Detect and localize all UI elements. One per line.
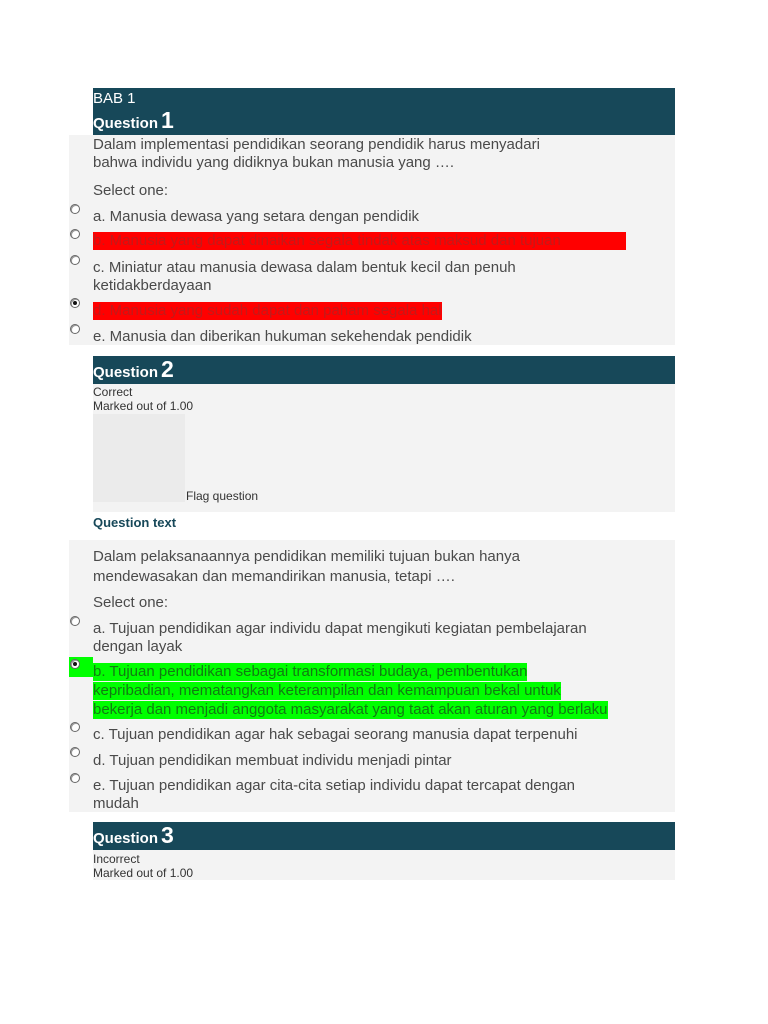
question-2-select-one: Select one: xyxy=(93,594,169,611)
q2-option-a-text-line-2[interactable]: dengan layak xyxy=(93,638,183,655)
q2-option-a-text-line-1[interactable]: a. Tujuan pendidikan agar individu dapat mengikuti kegiatan pembelajaran xyxy=(93,620,587,637)
question-2-text-line-1: Dalam pelaksanaannya pendidikan memiliki tujuan bukan hanya xyxy=(93,548,520,565)
flag-question-link[interactable]: Flag question xyxy=(186,489,259,503)
q2-option-e-text-line-2[interactable]: mudah xyxy=(93,795,139,812)
question-1-text-line-1: Dalam implementasi pendidikan seorang pendidik harus menyadari xyxy=(93,136,540,153)
question-1-number: 1 xyxy=(161,107,174,133)
question-2-header xyxy=(93,356,675,384)
q2-option-c-text[interactable]: c. Tujuan pendidikan agar hak sebagai seorang manusia dapat terpenuhi xyxy=(93,726,578,743)
q2-option-a-radio[interactable] xyxy=(70,616,80,626)
question-2-title: Question 2 xyxy=(93,356,174,382)
q2-option-b-radio[interactable] xyxy=(70,659,80,669)
flag-icon-area[interactable] xyxy=(93,414,185,502)
q2-option-d-radio[interactable] xyxy=(70,747,80,757)
question-3-marked: Marked out of 1.00 xyxy=(93,866,194,880)
question-3-status: Incorrect xyxy=(93,852,140,866)
question-1-title: Question 1 xyxy=(93,107,174,133)
question-2-marked: Marked out of 1.00 xyxy=(93,399,194,413)
q1-option-d-text[interactable]: d. Manusia yang sudah dapat dan paham segala hal xyxy=(93,302,442,319)
section-title: BAB 1 xyxy=(93,90,136,107)
q1-option-e-radio[interactable] xyxy=(70,324,80,334)
question-3-number: 3 xyxy=(161,822,174,848)
q1-option-b-radio[interactable] xyxy=(70,229,80,239)
q1-option-c-radio[interactable] xyxy=(70,255,80,265)
question-3-header xyxy=(93,822,675,850)
question-2-status: Correct xyxy=(93,385,133,399)
question-2-number: 2 xyxy=(161,356,174,382)
q2-option-b-text-line-2[interactable]: kepribadian, mematangkan keterampilan dan kemampuan bekal untuk xyxy=(93,682,561,699)
q1-option-c-text-line-1[interactable]: c. Miniatur atau manusia dewasa dalam bentuk kecil dan penuh xyxy=(93,259,516,276)
q2-option-d-text[interactable]: d. Tujuan pendidikan membuat individu menjadi pintar xyxy=(93,752,452,769)
q2-option-e-radio[interactable] xyxy=(70,773,80,783)
q1-option-b-text[interactable]: b. Manusia yang dapat dinaikan segala tindak atas maksud dan tujuan xyxy=(93,232,626,250)
question-3-title: Question 3 xyxy=(93,822,174,848)
q2-option-c-radio[interactable] xyxy=(70,722,80,732)
q1-option-c-text-line-2[interactable]: ketidakberdayaan xyxy=(93,277,212,294)
question-1-text-line-2: bahwa individu yang didiknya bukan manusia yang …. xyxy=(93,154,455,171)
q2-option-e-text-line-1[interactable]: e. Tujuan pendidikan agar cita-cita setiap individu dapat tercapat dengan xyxy=(93,777,575,794)
question-1-header xyxy=(93,88,675,135)
question-2-text-line-2: mendewasakan dan memandirikan manusia, tetapi …. xyxy=(93,568,455,585)
question-text-label: Question text xyxy=(93,515,177,530)
q2-option-b-text-line-3[interactable]: bekerja dan menjadi anggota masyarakat yang taat akan aturan yang berlaku xyxy=(93,701,608,718)
q1-option-d-radio[interactable] xyxy=(70,298,80,308)
q1-option-a-radio[interactable] xyxy=(70,204,80,214)
question-1-select-one: Select one: xyxy=(93,182,169,199)
q1-option-a-text[interactable]: a. Manusia dewasa yang setara dengan pendidik xyxy=(93,208,420,225)
q1-option-e-text[interactable]: e. Manusia dan diberikan hukuman sekehendak pendidik xyxy=(93,328,472,345)
q2-option-b-text-line-1[interactable]: b. Tujuan pendidikan sebagai transformasi budaya, pembentukan xyxy=(93,663,528,680)
